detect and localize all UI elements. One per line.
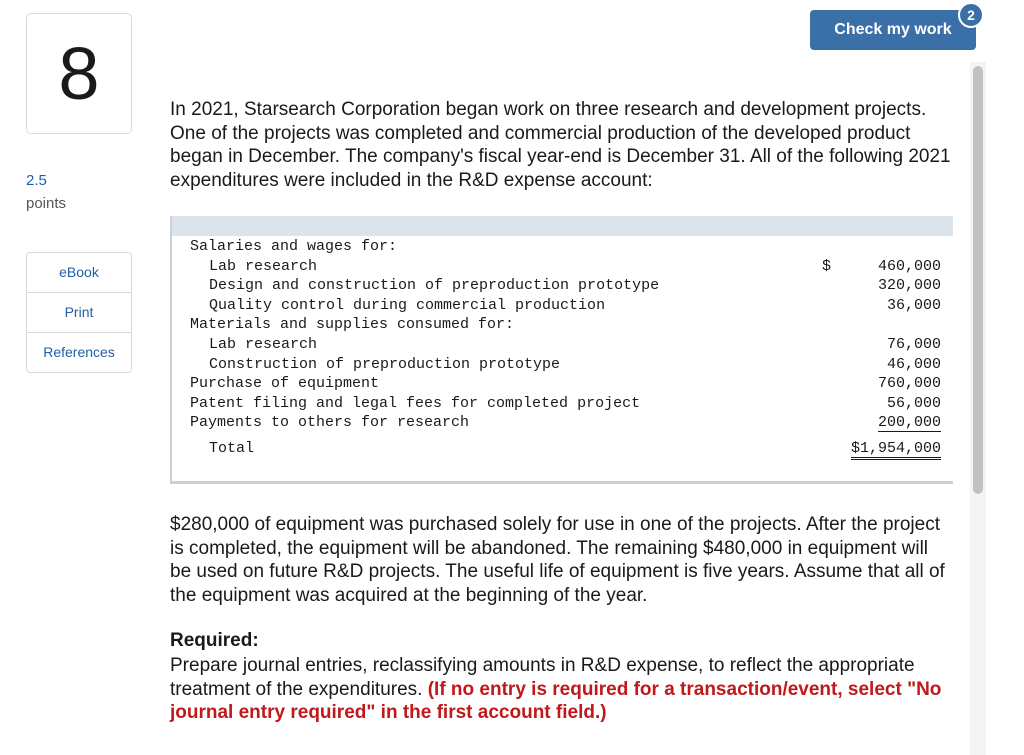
table-row-total [172, 440, 953, 460]
total-amount: $1,954,000 [851, 440, 941, 460]
row-label: Salaries and wages for: [190, 238, 398, 255]
required-text [170, 654, 952, 725]
row-label: Payments to others for research [190, 414, 470, 432]
row-label: Patent filing and legal fees for completed project [190, 394, 641, 412]
row-label: Materials and supplies consumed for: [190, 316, 515, 334]
row-amount: 200,000 [877, 414, 941, 432]
row-label: Design and construction of preproduction prototype [209, 277, 660, 295]
table-row [172, 395, 953, 415]
row-label: Construction of preproduction prototype [209, 355, 561, 373]
scrollbar-thumb[interactable] [973, 66, 983, 494]
table-row [172, 414, 953, 434]
row-label: Quality control during commercial production [209, 296, 606, 314]
intro-paragraph: In 2021, Starsearch Corporation began work on three research and development projects. One of the projects was completed and commercial production of the developed product began in December. The company's fiscal year-end is December 31. All of the following 2021 expenditures were included in the R&D expense account: [170, 99, 951, 191]
row-amount: 56,000 [886, 394, 941, 412]
row-label: Purchase of equipment [190, 375, 380, 393]
check-my-work-button[interactable]: Check my work [810, 10, 976, 50]
row-dollar-sign: $ [822, 257, 832, 275]
question-number: 8 [26, 13, 132, 134]
row-amount: 46,000 [886, 355, 941, 373]
row-amount: 460,000 [877, 257, 941, 275]
total-label: Total [209, 440, 255, 457]
row-amount: 320,000 [877, 277, 941, 295]
required-warning: (If no entry is required for a transaction/event, select "No journal entry required" in the first account field.) [170, 678, 942, 723]
check-attempts-badge: 2 [958, 2, 984, 28]
points-label: points [26, 195, 67, 212]
table-row [172, 356, 953, 376]
required-title: Required: [170, 630, 259, 651]
table-row [172, 277, 953, 297]
table-row [172, 336, 953, 356]
side-links [26, 252, 132, 373]
row-amount: 36,000 [886, 296, 941, 314]
equipment-paragraph: $280,000 of equipment was purchased solely for use in one of the projects. After the project is completed, the equipment will be abandoned. The remaining $480,000 in equipment will be used on future R&D projects. The useful life of equipment is five years. Assume that all of the equipment was acquired at the beginning of the year. [170, 514, 945, 606]
table-row [172, 258, 953, 278]
ebook-link[interactable]: eBook [27, 253, 131, 293]
table-row [172, 316, 953, 336]
row-label: Lab research [209, 336, 318, 353]
references-link[interactable]: References [43, 344, 115, 360]
row-label: Lab research [209, 257, 318, 275]
table-row [172, 297, 953, 317]
table-row [172, 375, 953, 395]
row-amount: 760,000 [877, 375, 941, 393]
points-value: 2.5 [26, 172, 47, 189]
row-amount: 76,000 [886, 336, 941, 353]
table-header-bar [172, 216, 953, 236]
print-link[interactable]: Print [27, 293, 131, 333]
table-row [172, 238, 953, 258]
expenditures-table [170, 216, 953, 484]
required-instruction: Prepare journal entries, reclassifying amounts in R&D expense, to reflect the appropriate treatment of the expenditures. [170, 655, 915, 700]
